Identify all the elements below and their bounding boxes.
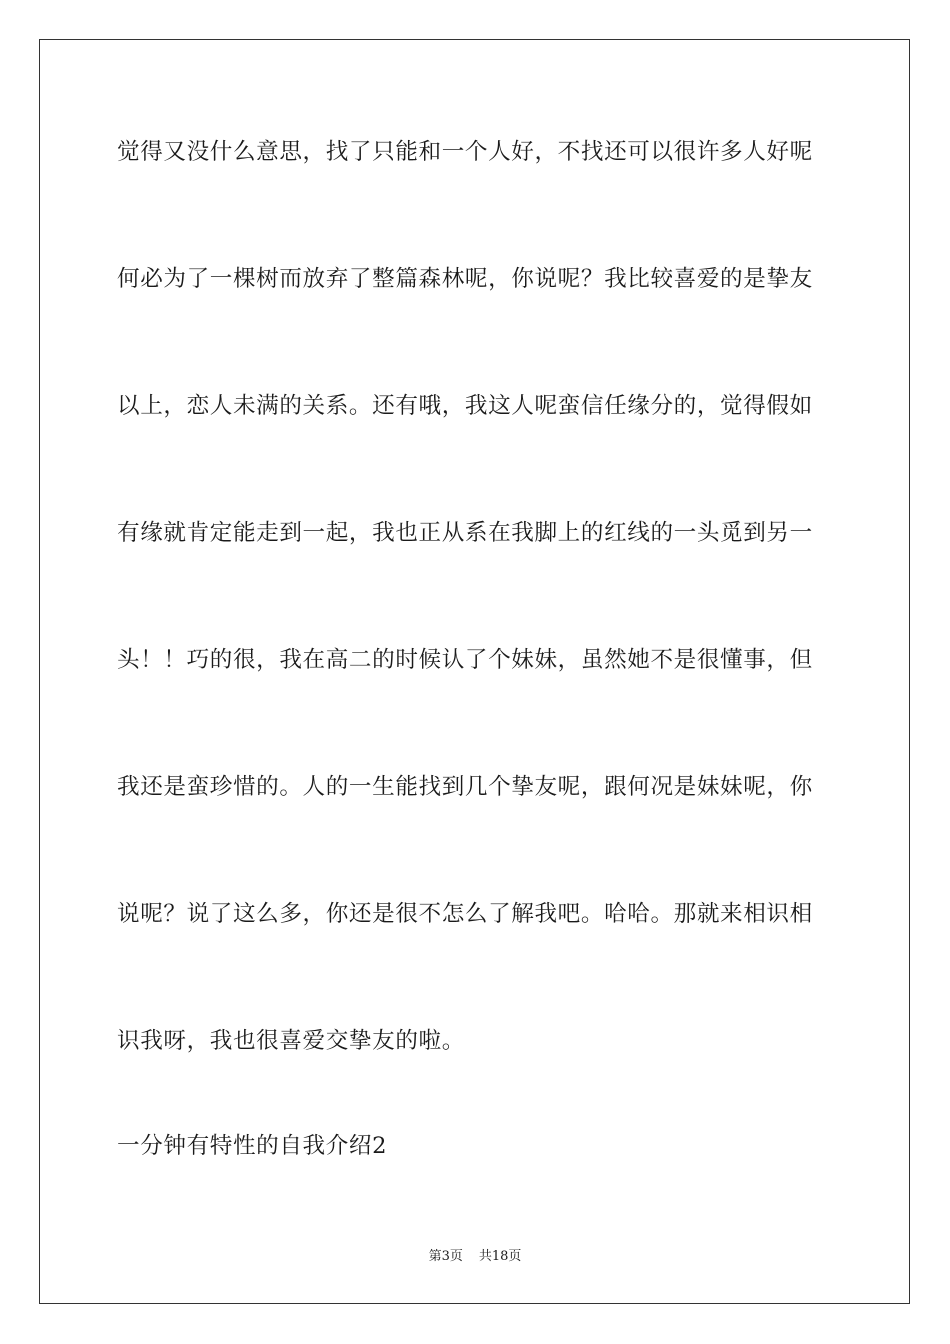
paragraph-line: 何必为了一棵树而放弃了整篇森林呢，你说呢？我比较喜爱的是挚友: [117, 266, 813, 292]
page-footer: [0, 1248, 950, 1266]
paragraph-line: 识我呀，我也很喜爱交挚友的啦。: [117, 1028, 465, 1054]
paragraph-line: 说呢？说了这么多，你还是很不怎么了解我吧。哈哈。那就来相识相: [117, 901, 813, 927]
section-heading: 一分钟有特性的自我介绍2: [117, 1133, 388, 1159]
page-total: 共18页: [478, 1249, 522, 1264]
paragraph-line: 我还是蛮珍惜的。人的一生能找到几个挚友呢，跟何况是妹妹呢，你: [117, 774, 813, 800]
body-paragraph: [117, 130, 837, 1146]
paragraph-line: 觉得又没什么意思，找了只能和一个人好，不找还可以很许多人好呢: [117, 139, 813, 165]
paragraph-line: 有缘就肯定能走到一起，我也正从系在我脚上的红线的一头觅到另一: [117, 520, 813, 546]
paragraph-line: 以上，恋人未满的关系。还有哦，我这人呢蛮信任缘分的，觉得假如: [117, 393, 813, 419]
paragraph-line: 头！！巧的很，我在高二的时候认了个妹妹，虽然她不是很懂事，但: [117, 647, 813, 673]
page-number: 第3页: [428, 1249, 463, 1264]
